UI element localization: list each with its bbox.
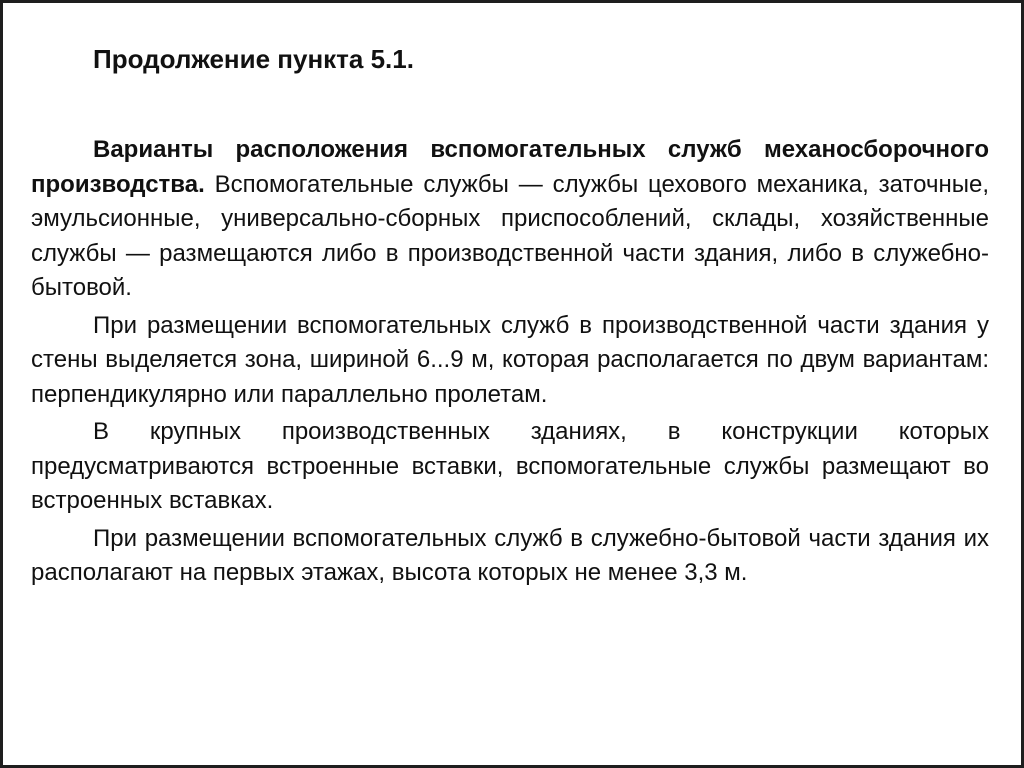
paragraph-1 bbox=[31, 133, 989, 306]
paragraph-1-text: Вспомогательные службы — службы цехового механика, заточные, эмульсионные, универсально-сборных приспособлений, склады, хозяйственные службы — размещаются либо в производственной части здания, либо в служебно-бытовой. bbox=[31, 170, 989, 301]
slide-body bbox=[31, 133, 989, 594]
paragraph-2: При размещении вспомогательных служб в производственной части здания у стены выделяется зона, шириной 6...9 м, которая располагается по двум вариантам: перпендикулярно или параллельно пролетам. bbox=[31, 311, 989, 408]
paragraph-1-bold-lead: Варианты расположения вспомогательных служб механосборочного производства. bbox=[31, 136, 989, 198]
paragraph-4: При размещении вспомогательных служб в служебно-бытовой части здания их располагают на первых этажах, высота которых не менее 3,3 м. bbox=[31, 524, 989, 586]
slide-title: Продолжение пункта 5.1. bbox=[93, 44, 414, 74]
paragraph-3: В крупных производственных зданиях, в конструкции которых предусматриваются встроенные вставки, вспомогательные службы размещают во встроенных вставках. bbox=[31, 418, 989, 514]
